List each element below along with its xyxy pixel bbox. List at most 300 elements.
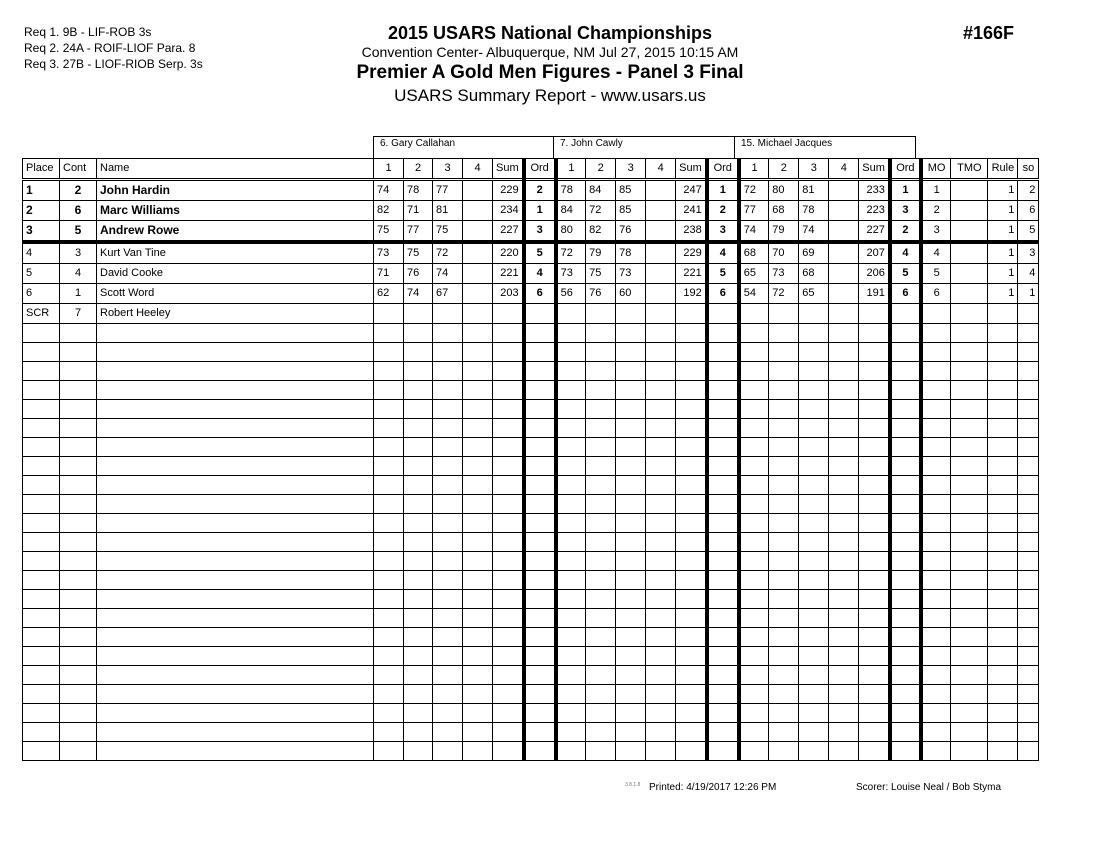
so-cell: 1 bbox=[1018, 284, 1039, 304]
empty-cell bbox=[707, 571, 739, 590]
empty-cell bbox=[616, 685, 646, 704]
empty-cell bbox=[676, 590, 707, 609]
empty-cell bbox=[676, 495, 707, 514]
empty-cell bbox=[951, 647, 988, 666]
empty-cell bbox=[799, 704, 829, 723]
empty-cell bbox=[739, 419, 769, 438]
table-row bbox=[23, 242, 1039, 264]
col-name: Name bbox=[97, 159, 374, 180]
empty-cell bbox=[97, 666, 374, 685]
so-cell: 2 bbox=[1018, 180, 1039, 201]
empty-cell bbox=[829, 609, 859, 628]
empty-cell bbox=[739, 571, 769, 590]
empty-cell bbox=[739, 438, 769, 457]
name-cell: David Cooke bbox=[97, 264, 374, 284]
col-rule: Rule bbox=[988, 159, 1018, 180]
empty-row bbox=[23, 419, 1039, 438]
empty-cell bbox=[769, 704, 799, 723]
empty-cell bbox=[676, 381, 707, 400]
empty-cell bbox=[921, 533, 951, 552]
empty-cell bbox=[739, 476, 769, 495]
empty-cell bbox=[374, 438, 404, 457]
empty-cell bbox=[951, 438, 988, 457]
empty-cell bbox=[951, 590, 988, 609]
cont-cell: 4 bbox=[60, 264, 97, 284]
empty-cell bbox=[586, 742, 616, 761]
empty-cell bbox=[859, 343, 890, 362]
empty-cell bbox=[60, 343, 97, 362]
empty-cell bbox=[829, 381, 859, 400]
empty-cell bbox=[769, 723, 799, 742]
col-mo: MO bbox=[921, 159, 951, 180]
rule-cell: 1 bbox=[988, 180, 1018, 201]
empty-cell bbox=[676, 647, 707, 666]
empty-cell bbox=[988, 419, 1018, 438]
score-cell bbox=[404, 304, 433, 324]
col-j1-sum: Sum bbox=[493, 159, 524, 180]
empty-cell bbox=[433, 666, 463, 685]
empty-cell bbox=[921, 742, 951, 761]
sum-cell: 229 bbox=[676, 242, 707, 264]
empty-cell bbox=[60, 438, 97, 457]
empty-cell bbox=[890, 457, 921, 476]
score-cell: 76 bbox=[616, 221, 646, 243]
empty-cell bbox=[433, 343, 463, 362]
empty-cell bbox=[23, 666, 60, 685]
empty-cell bbox=[921, 514, 951, 533]
score-cell bbox=[586, 304, 616, 324]
place-cell: 6 bbox=[23, 284, 60, 304]
empty-cell bbox=[616, 704, 646, 723]
empty-row bbox=[23, 495, 1039, 514]
empty-cell bbox=[556, 476, 586, 495]
empty-cell bbox=[890, 362, 921, 381]
empty-cell bbox=[586, 571, 616, 590]
empty-cell bbox=[374, 723, 404, 742]
empty-cell bbox=[859, 609, 890, 628]
empty-cell bbox=[921, 609, 951, 628]
empty-cell bbox=[829, 590, 859, 609]
ordinal-cell: 4 bbox=[890, 242, 921, 264]
col-j3-s1: 1 bbox=[739, 159, 769, 180]
empty-cell bbox=[739, 400, 769, 419]
score-cell: 76 bbox=[586, 284, 616, 304]
empty-cell bbox=[374, 590, 404, 609]
empty-cell bbox=[646, 476, 676, 495]
empty-cell bbox=[799, 438, 829, 457]
empty-cell bbox=[988, 666, 1018, 685]
table-row bbox=[23, 304, 1039, 324]
empty-cell bbox=[890, 590, 921, 609]
empty-cell bbox=[859, 533, 890, 552]
empty-cell bbox=[60, 609, 97, 628]
score-cell: 75 bbox=[404, 242, 433, 264]
empty-cell bbox=[769, 609, 799, 628]
empty-cell bbox=[404, 723, 433, 742]
empty-cell bbox=[97, 552, 374, 571]
empty-cell bbox=[951, 742, 988, 761]
empty-cell bbox=[23, 609, 60, 628]
empty-cell bbox=[586, 609, 616, 628]
empty-cell bbox=[616, 514, 646, 533]
empty-cell bbox=[890, 647, 921, 666]
score-cell: 62 bbox=[374, 284, 404, 304]
sum-cell: 229 bbox=[493, 180, 524, 201]
score-cell bbox=[433, 304, 463, 324]
empty-cell bbox=[646, 533, 676, 552]
empty-cell bbox=[524, 457, 556, 476]
empty-cell bbox=[769, 381, 799, 400]
col-j3-sum: Sum bbox=[859, 159, 890, 180]
empty-cell bbox=[890, 381, 921, 400]
score-cell bbox=[829, 221, 859, 243]
empty-cell bbox=[463, 742, 493, 761]
empty-cell bbox=[1018, 723, 1039, 742]
empty-cell bbox=[404, 647, 433, 666]
rule-cell bbox=[988, 304, 1018, 324]
empty-cell bbox=[60, 381, 97, 400]
empty-cell bbox=[404, 666, 433, 685]
cont-cell: 3 bbox=[60, 242, 97, 264]
empty-cell bbox=[739, 514, 769, 533]
empty-cell bbox=[433, 609, 463, 628]
empty-cell bbox=[739, 533, 769, 552]
empty-cell bbox=[890, 343, 921, 362]
score-cell: 78 bbox=[616, 242, 646, 264]
sum-cell: 206 bbox=[859, 264, 890, 284]
empty-cell bbox=[951, 324, 988, 343]
empty-cell bbox=[646, 324, 676, 343]
empty-row bbox=[23, 533, 1039, 552]
empty-cell bbox=[1018, 628, 1039, 647]
empty-cell bbox=[23, 628, 60, 647]
score-cell: 74 bbox=[374, 180, 404, 201]
place-cell: 2 bbox=[23, 201, 60, 221]
empty-cell bbox=[921, 362, 951, 381]
empty-cell bbox=[799, 666, 829, 685]
score-cell bbox=[799, 304, 829, 324]
empty-cell bbox=[524, 666, 556, 685]
score-cell: 78 bbox=[404, 180, 433, 201]
ordinal-cell: 5 bbox=[890, 264, 921, 284]
empty-cell bbox=[493, 723, 524, 742]
empty-cell bbox=[97, 419, 374, 438]
empty-cell bbox=[988, 723, 1018, 742]
score-cell: 71 bbox=[404, 201, 433, 221]
scorer-names: Scorer: Louise Neal / Bob Styma bbox=[856, 782, 1002, 793]
empty-cell bbox=[988, 457, 1018, 476]
empty-cell bbox=[556, 590, 586, 609]
empty-cell bbox=[1018, 552, 1039, 571]
empty-cell bbox=[739, 381, 769, 400]
empty-cell bbox=[890, 419, 921, 438]
empty-cell bbox=[829, 723, 859, 742]
rule-cell: 1 bbox=[988, 284, 1018, 304]
ordinal-cell: 1 bbox=[524, 201, 556, 221]
table-row bbox=[23, 221, 1039, 243]
empty-cell bbox=[60, 514, 97, 533]
empty-cell bbox=[616, 324, 646, 343]
empty-cell bbox=[1018, 704, 1039, 723]
empty-cell bbox=[404, 495, 433, 514]
empty-cell bbox=[556, 324, 586, 343]
empty-cell bbox=[23, 685, 60, 704]
col-place: Place bbox=[23, 159, 60, 180]
empty-cell bbox=[524, 685, 556, 704]
empty-cell bbox=[60, 647, 97, 666]
empty-cell bbox=[524, 609, 556, 628]
tmo-cell bbox=[951, 201, 988, 221]
empty-cell bbox=[586, 362, 616, 381]
score-cell bbox=[646, 180, 676, 201]
empty-cell bbox=[97, 685, 374, 704]
so-cell bbox=[1018, 304, 1039, 324]
venue-date: Convention Center- Albuquerque, NM Jul 27, 2015 10:15 AM bbox=[361, 44, 739, 60]
empty-cell bbox=[988, 381, 1018, 400]
empty-cell bbox=[921, 685, 951, 704]
sum-cell bbox=[676, 304, 707, 324]
empty-cell bbox=[586, 666, 616, 685]
empty-cell bbox=[493, 381, 524, 400]
empty-cell bbox=[707, 476, 739, 495]
empty-cell bbox=[374, 704, 404, 723]
empty-cell bbox=[23, 362, 60, 381]
empty-cell bbox=[374, 476, 404, 495]
score-cell bbox=[646, 264, 676, 284]
empty-cell bbox=[586, 552, 616, 571]
empty-cell bbox=[988, 590, 1018, 609]
score-cell: 78 bbox=[556, 180, 586, 201]
empty-cell bbox=[556, 571, 586, 590]
empty-cell bbox=[493, 628, 524, 647]
empty-cell bbox=[799, 609, 829, 628]
empty-cell bbox=[890, 476, 921, 495]
empty-cell bbox=[60, 362, 97, 381]
rule-cell: 1 bbox=[988, 221, 1018, 243]
col-j3-s3: 3 bbox=[799, 159, 829, 180]
empty-cell bbox=[463, 457, 493, 476]
place-cell: 1 bbox=[23, 180, 60, 201]
score-cell: 67 bbox=[433, 284, 463, 304]
empty-cell bbox=[586, 628, 616, 647]
ordinal-cell: 2 bbox=[707, 201, 739, 221]
empty-cell bbox=[433, 742, 463, 761]
empty-cell bbox=[463, 400, 493, 419]
empty-cell bbox=[676, 419, 707, 438]
empty-cell bbox=[493, 647, 524, 666]
score-cell bbox=[463, 304, 493, 324]
empty-cell bbox=[799, 362, 829, 381]
empty-cell bbox=[60, 552, 97, 571]
empty-cell bbox=[951, 666, 988, 685]
empty-cell bbox=[1018, 438, 1039, 457]
empty-cell bbox=[799, 647, 829, 666]
sum-cell: 227 bbox=[493, 221, 524, 243]
empty-cell bbox=[493, 685, 524, 704]
name-cell: Andrew Rowe bbox=[97, 221, 374, 243]
empty-cell bbox=[676, 476, 707, 495]
empty-cell bbox=[829, 552, 859, 571]
empty-cell bbox=[799, 343, 829, 362]
empty-cell bbox=[374, 685, 404, 704]
empty-cell bbox=[374, 400, 404, 419]
ordinal-cell: 3 bbox=[707, 221, 739, 243]
empty-cell bbox=[921, 324, 951, 343]
empty-cell bbox=[586, 343, 616, 362]
empty-cell bbox=[374, 742, 404, 761]
place-cell: 5 bbox=[23, 264, 60, 284]
empty-cell bbox=[676, 324, 707, 343]
empty-cell bbox=[23, 343, 60, 362]
empty-cell bbox=[707, 400, 739, 419]
empty-cell bbox=[646, 704, 676, 723]
empty-row bbox=[23, 742, 1039, 761]
empty-cell bbox=[616, 343, 646, 362]
empty-cell bbox=[799, 685, 829, 704]
empty-cell bbox=[951, 609, 988, 628]
empty-cell bbox=[890, 571, 921, 590]
empty-cell bbox=[524, 438, 556, 457]
empty-cell bbox=[556, 666, 586, 685]
empty-cell bbox=[829, 514, 859, 533]
empty-cell bbox=[646, 628, 676, 647]
empty-cell bbox=[97, 609, 374, 628]
empty-cell bbox=[799, 400, 829, 419]
report-title: USARS Summary Report - www.usars.us bbox=[394, 86, 706, 105]
empty-cell bbox=[60, 666, 97, 685]
event-title: Premier A Gold Men Figures - Panel 3 Final bbox=[356, 62, 744, 83]
empty-cell bbox=[829, 419, 859, 438]
empty-cell bbox=[799, 723, 829, 742]
empty-cell bbox=[676, 362, 707, 381]
empty-cell bbox=[890, 438, 921, 457]
empty-cell bbox=[859, 362, 890, 381]
table-row bbox=[23, 201, 1039, 221]
empty-cell bbox=[586, 704, 616, 723]
empty-cell bbox=[769, 552, 799, 571]
score-cell: 77 bbox=[404, 221, 433, 243]
empty-cell bbox=[988, 438, 1018, 457]
rule-cell: 1 bbox=[988, 201, 1018, 221]
empty-cell bbox=[404, 571, 433, 590]
empty-cell bbox=[890, 704, 921, 723]
empty-cell bbox=[23, 742, 60, 761]
col-j3-ord: Ord bbox=[890, 159, 921, 180]
empty-cell bbox=[646, 609, 676, 628]
empty-cell bbox=[433, 647, 463, 666]
score-cell: 82 bbox=[586, 221, 616, 243]
score-cell bbox=[646, 284, 676, 304]
empty-cell bbox=[859, 590, 890, 609]
empty-row bbox=[23, 514, 1039, 533]
tmo-cell bbox=[951, 180, 988, 201]
empty-cell bbox=[951, 704, 988, 723]
empty-cell bbox=[988, 647, 1018, 666]
empty-cell bbox=[859, 457, 890, 476]
empty-cell bbox=[493, 609, 524, 628]
empty-cell bbox=[556, 647, 586, 666]
empty-row bbox=[23, 571, 1039, 590]
empty-cell bbox=[676, 571, 707, 590]
empty-cell bbox=[616, 362, 646, 381]
empty-cell bbox=[1018, 457, 1039, 476]
empty-cell bbox=[769, 742, 799, 761]
score-cell bbox=[463, 180, 493, 201]
requirement-2: Req 2. 24A - ROIF-LIOF Para. 8 bbox=[24, 41, 196, 55]
empty-cell bbox=[799, 742, 829, 761]
score-cell bbox=[646, 242, 676, 264]
empty-cell bbox=[890, 514, 921, 533]
empty-cell bbox=[988, 514, 1018, 533]
empty-cell bbox=[676, 400, 707, 419]
sum-cell: 238 bbox=[676, 221, 707, 243]
empty-cell bbox=[859, 723, 890, 742]
empty-cell bbox=[556, 552, 586, 571]
sum-cell: 192 bbox=[676, 284, 707, 304]
empty-row bbox=[23, 628, 1039, 647]
empty-cell bbox=[493, 533, 524, 552]
empty-cell bbox=[23, 723, 60, 742]
empty-cell bbox=[921, 343, 951, 362]
empty-cell bbox=[707, 533, 739, 552]
empty-cell bbox=[463, 590, 493, 609]
empty-cell bbox=[586, 514, 616, 533]
empty-cell bbox=[374, 495, 404, 514]
empty-cell bbox=[616, 438, 646, 457]
empty-cell bbox=[556, 609, 586, 628]
title-block bbox=[300, 22, 800, 106]
empty-row bbox=[23, 381, 1039, 400]
cont-cell: 6 bbox=[60, 201, 97, 221]
empty-cell bbox=[951, 362, 988, 381]
empty-cell bbox=[707, 723, 739, 742]
empty-cell bbox=[921, 419, 951, 438]
empty-cell bbox=[374, 324, 404, 343]
name-cell: Marc Williams bbox=[97, 201, 374, 221]
empty-cell bbox=[404, 704, 433, 723]
empty-cell bbox=[1018, 400, 1039, 419]
empty-cell bbox=[433, 723, 463, 742]
empty-cell bbox=[493, 324, 524, 343]
score-cell bbox=[463, 264, 493, 284]
score-cell bbox=[739, 304, 769, 324]
ordinal-cell: 2 bbox=[890, 221, 921, 243]
col-j2-s2: 2 bbox=[586, 159, 616, 180]
empty-cell bbox=[646, 400, 676, 419]
mo-cell bbox=[921, 304, 951, 324]
empty-cell bbox=[890, 723, 921, 742]
empty-cell bbox=[524, 571, 556, 590]
rule-cell: 1 bbox=[988, 242, 1018, 264]
empty-cell bbox=[97, 704, 374, 723]
ordinal-cell: 4 bbox=[707, 242, 739, 264]
sum-cell: 221 bbox=[493, 264, 524, 284]
empty-cell bbox=[97, 571, 374, 590]
empty-cell bbox=[646, 647, 676, 666]
empty-cell bbox=[988, 742, 1018, 761]
empty-cell bbox=[374, 571, 404, 590]
ordinal-cell: 6 bbox=[707, 284, 739, 304]
empty-cell bbox=[493, 514, 524, 533]
empty-cell bbox=[97, 628, 374, 647]
empty-cell bbox=[707, 666, 739, 685]
empty-cell bbox=[616, 533, 646, 552]
empty-cell bbox=[859, 742, 890, 761]
empty-cell bbox=[463, 609, 493, 628]
empty-cell bbox=[616, 495, 646, 514]
empty-cell bbox=[951, 552, 988, 571]
empty-row bbox=[23, 723, 1039, 742]
